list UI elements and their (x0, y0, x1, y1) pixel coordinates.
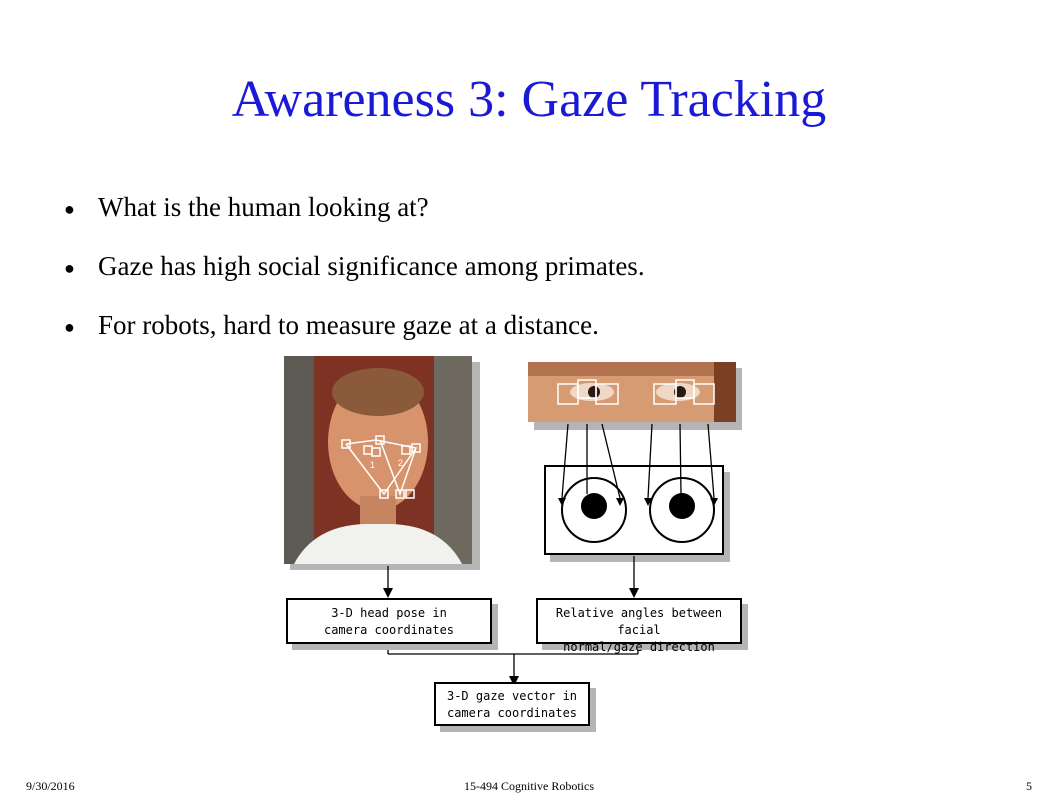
bullet-text: Gaze has high social significance among primates. (98, 251, 645, 281)
head-pose-box (286, 598, 492, 644)
relative-angles-line-2: normal/gaze direction (563, 640, 715, 654)
bullet-dot-icon: ● (64, 317, 75, 337)
footer-page-number: 5 (1026, 779, 1032, 793)
face-label-1: 1 (370, 460, 376, 470)
bullet-text: For robots, hard to measure gaze at a distance. (98, 310, 599, 340)
bullet-item (58, 190, 645, 224)
diagram-connectors (284, 356, 754, 736)
bullet-dot-icon: ● (64, 199, 75, 219)
relative-angles-line-1: Relative angles between facial (555, 606, 723, 637)
gaze-tracking-diagram (284, 356, 754, 736)
slide-title: Awareness 3: Gaze Tracking (231, 71, 827, 128)
bullet-text: What is the human looking at? (98, 192, 429, 222)
footer-course: 15-494 Cognitive Robotics (464, 779, 594, 793)
footer-date: 9/30/2016 (26, 779, 75, 793)
bullet-list (58, 190, 645, 367)
bullet-item (58, 249, 645, 283)
gaze-vector-line-2: camera coordinates (446, 706, 578, 720)
gaze-vector-box (434, 682, 590, 726)
face-label-2: 2 (398, 458, 404, 468)
head-pose-line-2: camera coordinates (323, 623, 455, 637)
head-pose-line-1: 3-D head pose in (331, 606, 447, 620)
relative-angles-box (536, 598, 742, 654)
gaze-vector-line-1: 3-D gaze vector in (446, 689, 578, 703)
bullet-item (58, 308, 645, 342)
bullet-dot-icon: ● (64, 258, 75, 278)
